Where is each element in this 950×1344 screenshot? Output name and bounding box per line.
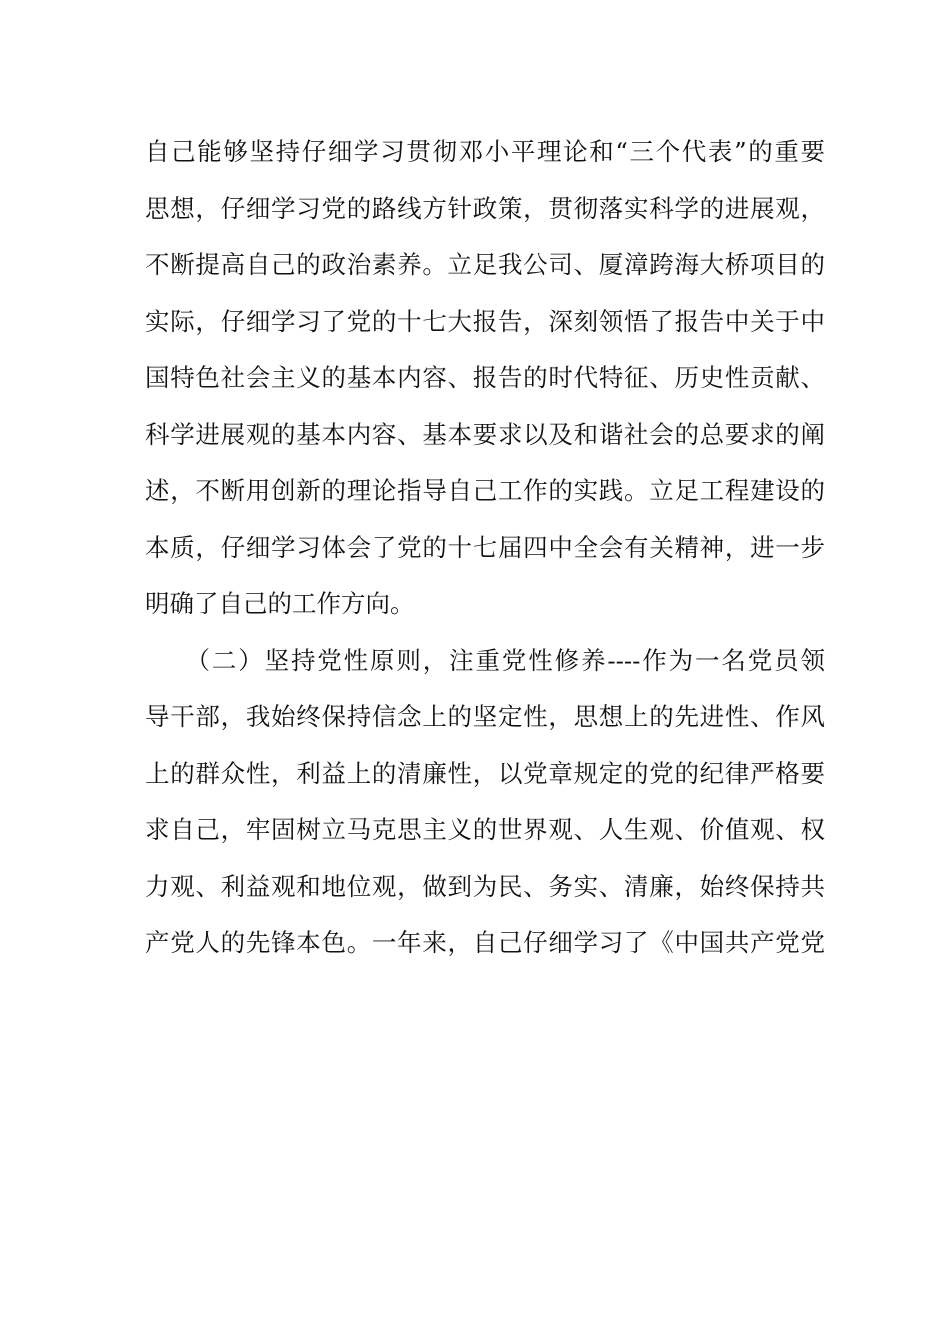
text-line: 思想，仔细学习党的路线方针政策，贯彻落实科学的进展观， xyxy=(145,193,825,223)
text-line: 力观、利益观和地位观，做到为民、务实、清廉，始终保持共 xyxy=(145,871,825,901)
text-line: （二）坚持党性原则，注重党性修养----作为一名党员领 xyxy=(145,645,825,675)
text-line: 产党人的先锋本色。一年来，自己仔细学习了《中国共产党党 xyxy=(145,928,825,957)
text-line: 导干部，我始终保持信念上的坚定性，思想上的先进性、作风 xyxy=(145,702,825,731)
text-line: 实际，仔细学习了党的十七大报告，深刻领悟了报告中关于中 xyxy=(145,306,825,336)
text-line: 不断提高自己的政治素养。立足我公司、厦漳跨海大桥项目的 xyxy=(145,250,825,279)
text-line: 上的群众性，利益上的清廉性，以党章规定的党的纪律严格要 xyxy=(145,758,825,788)
text-line: 国特色社会主义的基本内容、报告的时代特征、历史性贡献、 xyxy=(145,363,825,392)
text-line: 自己能够坚持仔细学习贯彻邓小平理论和“三个代表”的重要 xyxy=(145,137,825,166)
text-line: 述，不断用创新的理论指导自己工作的实践。立足工程建设的 xyxy=(145,476,825,505)
text-line: 求自己，牢固树立马克思主义的世界观、人生观、价值观、权 xyxy=(145,815,825,844)
text-line: 科学进展观的基本内容、基本要求以及和谐社会的总要求的阐 xyxy=(145,419,825,449)
document-body xyxy=(145,128,825,976)
text-line: 本质，仔细学习体会了党的十七届四中全会有关精神，进一步 xyxy=(145,532,825,562)
paragraph-end-line: 明确了自己的工作方向。 xyxy=(145,589,415,618)
